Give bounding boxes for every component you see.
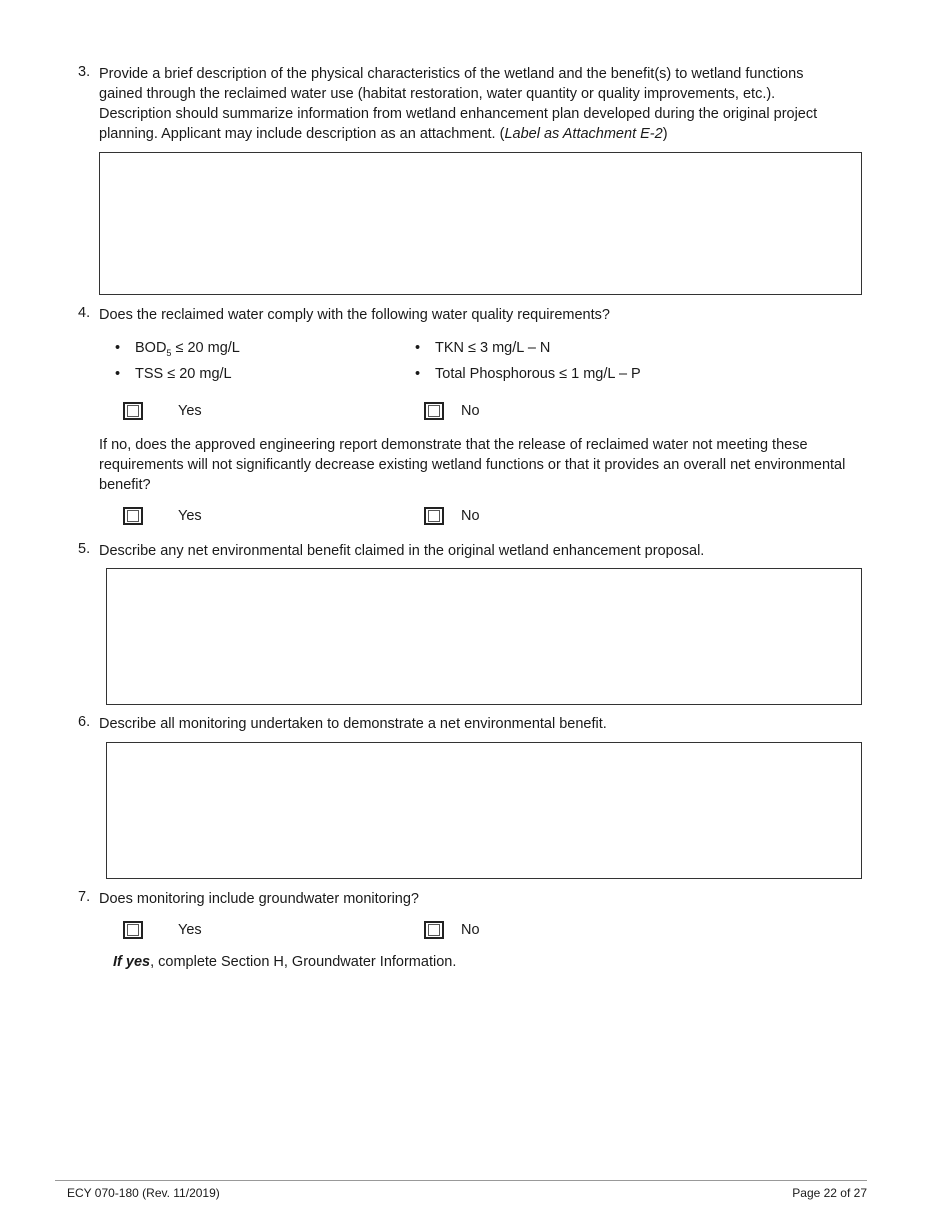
q3-number: 3. — [78, 64, 91, 80]
q4-text: Does the reclaimed water comply with the following water quality requirements? — [99, 307, 610, 323]
footer-page-number: Page 22 of 27 — [792, 1186, 867, 1200]
q6-text: Describe all monitoring undertaken to demonstrate a net environmental benefit. — [99, 716, 607, 732]
bullet-dot: • — [115, 340, 121, 356]
footer-form-id: ECY 070-180 (Rev. 11/2019) — [67, 1186, 220, 1200]
q7-no-label: No — [461, 922, 480, 938]
q7-note — [113, 954, 456, 970]
bullet-dot: • — [115, 366, 121, 382]
q6-monitoring-field[interactable] — [106, 742, 862, 879]
q7-text: Does monitoring include groundwater monitoring? — [99, 891, 419, 907]
bullet-phosphorous-text: Total Phosphorous ≤ 1 mg/L – P — [435, 366, 641, 382]
q7-number: 7. — [78, 889, 91, 905]
q7-no-checkbox[interactable] — [424, 921, 444, 939]
q3-description-field[interactable] — [99, 152, 862, 295]
q4-followup-text: If no, does the approved engineering report demonstrate that the release of reclaimed water not meeting these requirements will not significantly decrease existing wetland functions or that it provides an overall net environmental benefit? — [99, 437, 846, 493]
q5-text: Describe any net environmental benefit claimed in the original wetland enhancement proposal. — [99, 543, 705, 559]
q4-number: 4. — [78, 305, 91, 321]
footer-divider — [55, 1180, 867, 1181]
q4-followup-yes-checkbox[interactable] — [123, 507, 143, 525]
q4-yes-checkbox[interactable] — [123, 402, 143, 420]
q4-yes-label: Yes — [178, 403, 202, 419]
q5-number: 5. — [78, 541, 91, 557]
bullet-tss-text: TSS ≤ 20 mg/L — [135, 366, 232, 382]
bullet-tkn-text: TKN ≤ 3 mg/L – N — [435, 340, 551, 356]
q7-yes-label: Yes — [178, 922, 202, 938]
q7-note-rest: , complete Section H, Groundwater Information. — [150, 954, 457, 970]
q7-note-bold: If yes — [113, 954, 151, 970]
q3-text — [99, 64, 849, 144]
q5-benefit-field[interactable] — [106, 568, 862, 705]
q3-attachment-label: Label as Attachment E-2 — [504, 126, 663, 142]
bullet-dot: • — [415, 366, 421, 382]
q3-text-close: ) — [662, 126, 668, 142]
bullet-bod-text: $BOD_5 \le 20$ mg/L — [135, 340, 240, 358]
q4-followup-no-checkbox[interactable] — [424, 507, 444, 525]
bullet-dot: • — [415, 340, 421, 356]
q4-followup-no-label: No — [461, 508, 480, 524]
q7-yes-checkbox[interactable] — [123, 921, 143, 939]
q4-followup-yes-label: Yes — [178, 508, 202, 524]
q3-text-main: Provide a brief description of the physical characteristics of the wetland and the benefit(s) to wetland functions gained through the reclaimed water use (habitat restoration, water quantity or quality improvements, etc.). Description should summarize information from wetland enhancement plan developed during the original project planning. Applicant may include description as an attachment. ( — [99, 66, 818, 142]
q4-no-label: No — [461, 403, 480, 419]
q6-number: 6. — [78, 714, 91, 730]
q4-no-checkbox[interactable] — [424, 402, 444, 420]
